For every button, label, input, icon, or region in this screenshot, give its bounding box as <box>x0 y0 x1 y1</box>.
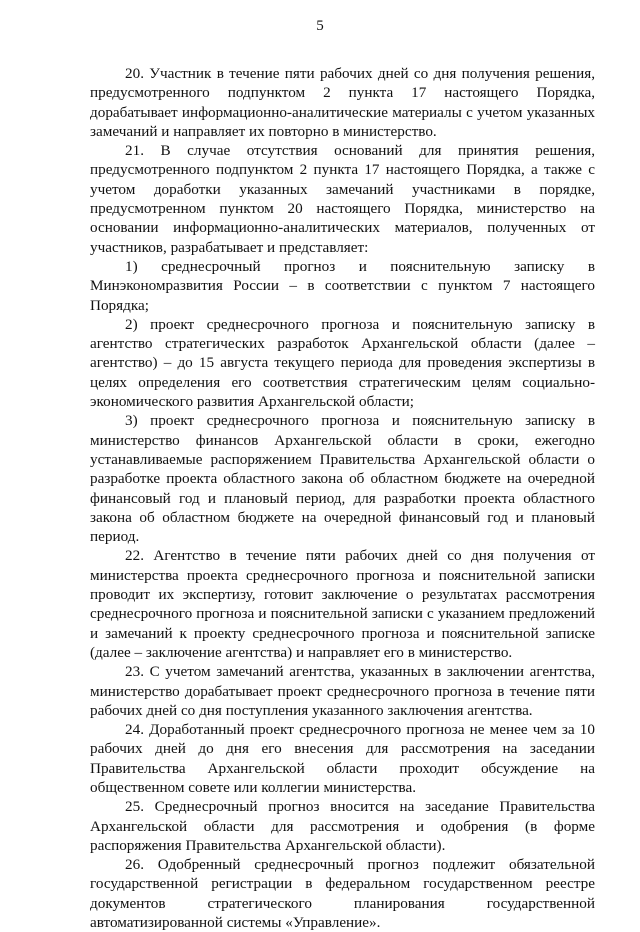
paragraph-20: 20. Участник в течение пяти рабочих дней со дня получения решения, предусмотренного подпунктом 2 пункта 17 настоящего Порядка, дорабатывает информационно-аналитические материалы с учетом указанных замечаний и направляет их повторно в министерство. <box>90 65 595 140</box>
paragraph-23: 23. С учетом замечаний агентства, указанных в заключении агентства, министерство дорабатывает проект среднесрочного прогноза в течение пяти рабочих дней со дня поступления указанного заключения агентства. <box>90 663 595 719</box>
subitem-21-3: 3) проект среднесрочного прогноза и пояснительную записку в министерство финансов Архангельской области в сроки, ежегодно устанавливаемые распоряжением Правительства Архангельской области о разработке проекта областного закона об областном бюджете на очередной финансовый год и плановый период, для разработки проекта областного закона об областном бюджете на очередной финансовый год и плановый период. <box>90 412 595 546</box>
page-number: 5 <box>316 18 324 34</box>
paragraph-21: 21. В случае отсутствия оснований для принятия решения, предусмотренного подпунктом 2 пункта 17 настоящего Порядка, а также с учетом доработки указанных замечаний участниками в порядке, предусмотренном пунктом 20 настоящего Порядка, министерство на основании информационно-аналитических материалов, полученных от участников, разрабатывает и представляет: <box>90 142 595 256</box>
paragraph-22: 22. Агентство в течение пяти рабочих дней со дня получения от министерства проекта среднесрочного прогноза и пояснительной записки проводит их экспертизу, готовит заключение о результатах рассмотрения среднесрочного прогноза и пояснительной записки с указанием предложений и замечаний к проекту среднесрочного прогноза и пояснительной записке (далее – заключение агентства) и направляет его в министерство. <box>90 547 595 661</box>
paragraph-25: 25. Среднесрочный прогноз вносится на заседание Правительства Архангельской области для рассмотрения и одобрения (в форме распоряжения Правительства Архангельской области). <box>90 798 595 854</box>
paragraph-24: 24. Доработанный проект среднесрочного прогноза не менее чем за 10 рабочих дней до дня его внесения для рассмотрения на заседании Правительства Архангельской области проходит обсуждение на общественном совете или коллегии министерства. <box>90 721 595 796</box>
subitem-21-1: 1) среднесрочный прогноз и пояснительную записку в Минэкономразвития России – в соответствии с пунктом 7 настоящего Порядка; <box>90 257 595 314</box>
subitem-21-2: 2) проект среднесрочного прогноза и пояснительную записку в агентство стратегических разработок Архангельской области (далее – агентство) – до 15 августа текущего периода для проведения экспертизы в целях определения его соответствия стратегическим целям социально-экономического развития Архангельской области; <box>90 315 595 411</box>
document-body <box>90 64 595 932</box>
paragraph-26: 26. Одобренный среднесрочный прогноз подлежит обязательной государственной регистрации в федеральном государственном реестре документов стратегического планирования государственной автоматизированной системы «Управление». <box>90 856 595 932</box>
